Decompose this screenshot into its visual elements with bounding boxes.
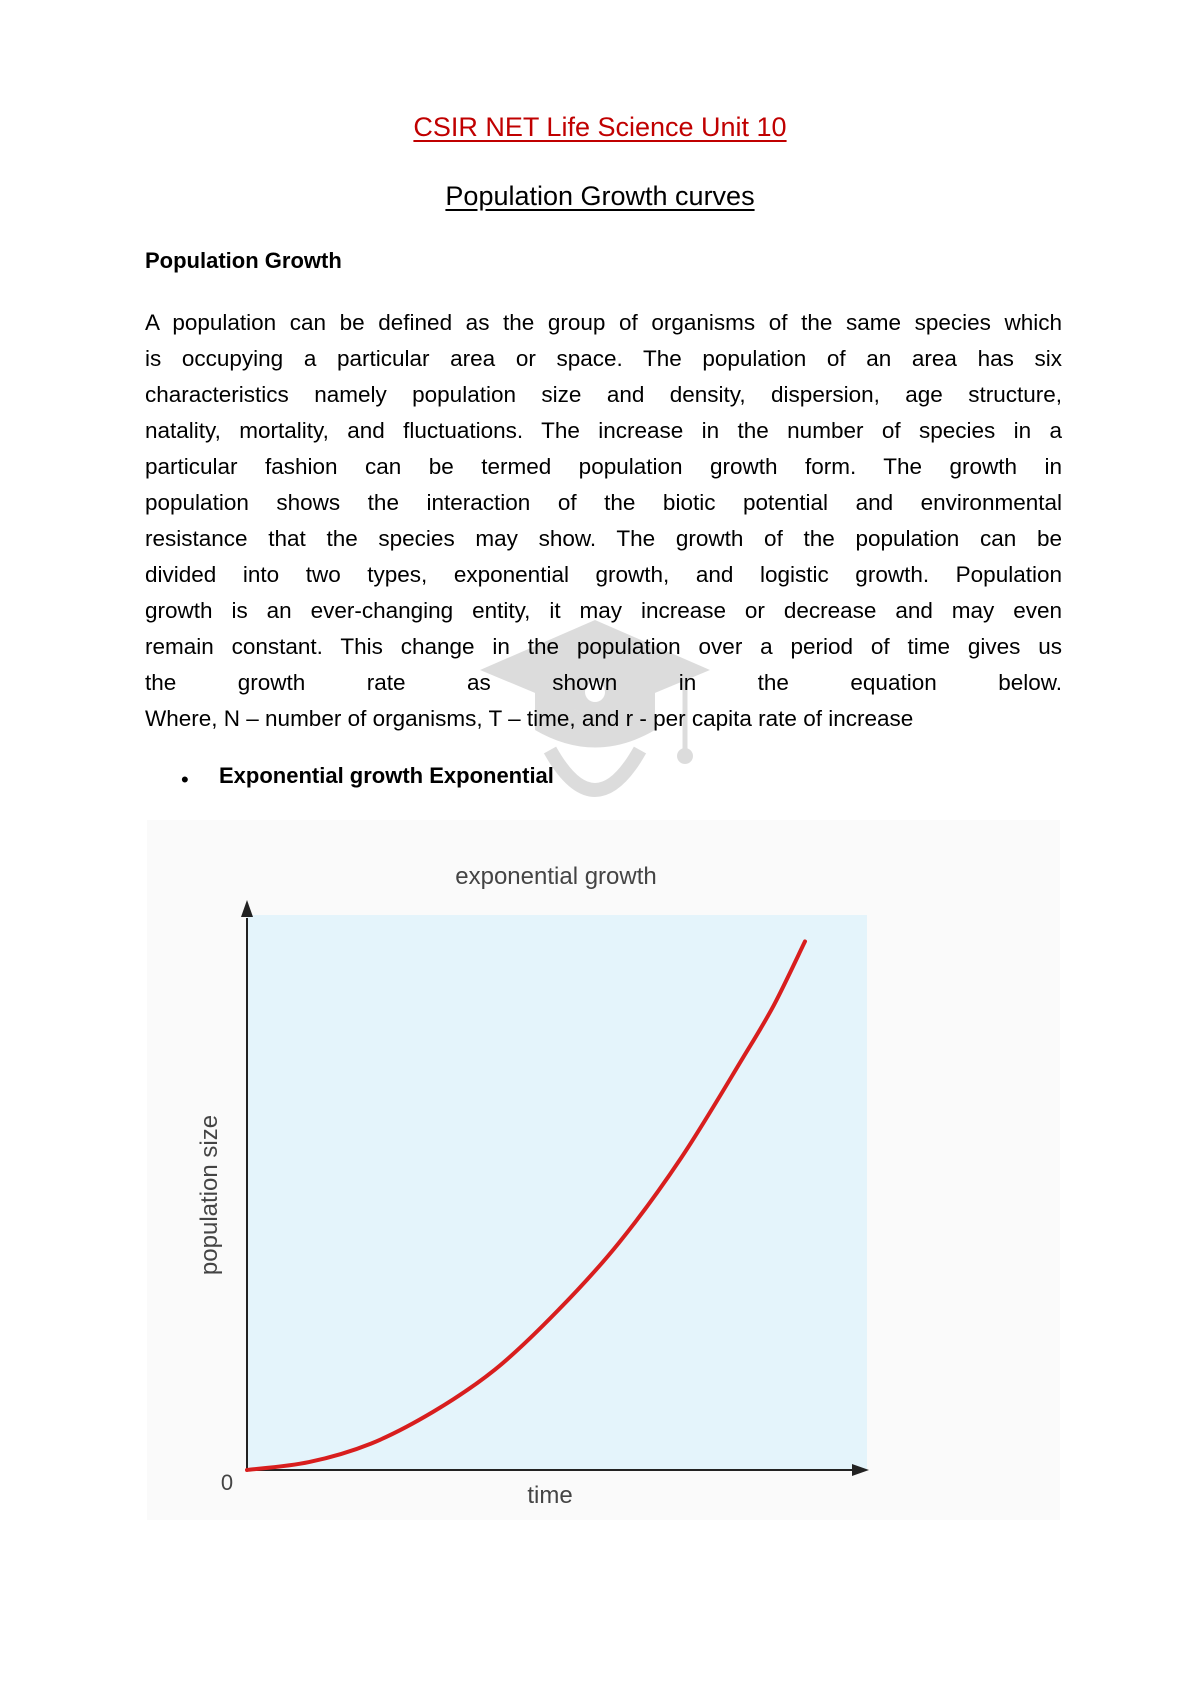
y-axis-arrow-icon bbox=[241, 900, 253, 917]
section-heading: Population Growth bbox=[145, 248, 342, 273]
origin-tick-label: 0 bbox=[220, 1470, 234, 1495]
paragraph bbox=[145, 305, 1062, 737]
paragraph-line: natality, mortality, and fluctuations. The increase in the number of species in a bbox=[145, 418, 1062, 443]
document-title: CSIR NET Life Science Unit 10 bbox=[413, 112, 787, 142]
paragraph-line: is occupying a particular area or space. The population of an area has six bbox=[145, 346, 1062, 371]
paragraph-line: population shows the interaction of the biotic potential and environmental bbox=[145, 490, 1062, 515]
paragraph-line: remain constant. This change in the population over a period of time gives us bbox=[145, 634, 1062, 659]
chart-title: exponential growth bbox=[455, 863, 657, 890]
paragraph-line: growth is an ever-changing entity, it may increase or decrease and may even bbox=[145, 598, 1062, 623]
chart-svg bbox=[147, 820, 1060, 1520]
paragraph-line: Where, N – number of organisms, T – time, and r - per capita rate of increase bbox=[145, 706, 914, 731]
y-axis-label: population size bbox=[196, 1114, 223, 1276]
bullet-icon: • bbox=[181, 767, 189, 792]
exponential-growth-chart bbox=[147, 820, 1060, 1520]
document-subtitle: Population Growth curves bbox=[445, 181, 755, 211]
paragraph-line: the growth rate as shown in the equation below. bbox=[145, 670, 1062, 695]
x-axis-label: time bbox=[527, 1482, 573, 1509]
bullet-item: Exponential growth Exponential bbox=[219, 763, 554, 788]
paragraph-line: particular fashion can be termed population growth form. The growth in bbox=[145, 454, 1062, 479]
paragraph-line: divided into two types, exponential growth, and logistic growth. Population bbox=[145, 562, 1062, 587]
plot-background bbox=[247, 915, 867, 1470]
paragraph-line: A population can be defined as the group of organisms of the same species which bbox=[145, 310, 1062, 335]
paragraph-line: resistance that the species may show. The growth of the population can be bbox=[145, 526, 1062, 551]
paragraph-line: characteristics namely population size and density, dispersion, age structure, bbox=[145, 382, 1062, 407]
